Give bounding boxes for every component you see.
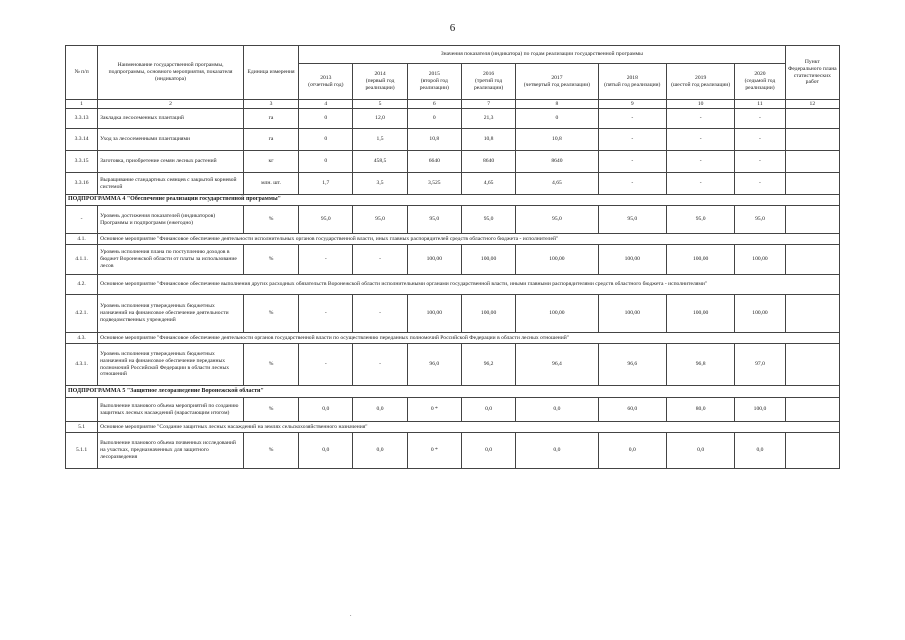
indicator-value: 100,00 [735, 245, 785, 275]
indicator-value: 8640 [516, 151, 598, 173]
indicator-value: 100,00 [598, 295, 666, 333]
stat-point-cell [785, 109, 839, 129]
stat-point-cell [785, 245, 839, 275]
indicator-value: 0,0 [598, 433, 666, 469]
stat-point-cell [785, 398, 839, 422]
indicator-value: 0,0 [299, 433, 353, 469]
column-index: 8 [516, 100, 598, 109]
header-stat-point: Пункт Федерального плана статистических работ [785, 46, 839, 100]
indicator-value: 1,5 [353, 129, 407, 151]
row-num: 4.3.1. [66, 344, 98, 386]
column-index: 7 [461, 100, 515, 109]
header-year-sub: (отчетный год) [308, 81, 344, 88]
row-num: 4.1.1. [66, 245, 98, 275]
indicator-unit: % [243, 206, 298, 234]
indicator-unit: кг [243, 151, 298, 173]
header-year-2014 [353, 64, 407, 100]
stat-point-cell [785, 151, 839, 173]
header-year-sub: (шестой год реализации) [671, 81, 731, 88]
stat-point-cell [785, 295, 839, 333]
indicator-value: - [299, 245, 353, 275]
header-year-2013 [299, 64, 353, 100]
subprogram-row [66, 195, 840, 206]
indicator-value: 95,0 [735, 206, 785, 234]
indicator-value: - [735, 129, 785, 151]
subprogram-row [66, 386, 840, 398]
indicator-value: 100,00 [735, 295, 785, 333]
header-year-label: 2018 [626, 74, 638, 81]
indicator-value: 8640 [461, 151, 515, 173]
header-year-sub: (седьмой год реализации) [744, 78, 776, 91]
indicator-value: 0,0 [353, 398, 407, 422]
indicator-value: 0 [299, 151, 353, 173]
row-num: 3.3.16 [66, 173, 98, 195]
indicator-value: 6640 [407, 151, 461, 173]
indicator-value: - [735, 151, 785, 173]
header-year-label: 2017 [551, 74, 563, 81]
indicator-value: 95,0 [516, 206, 598, 234]
indicator-value: - [353, 295, 407, 333]
indicator-value: 0 [516, 109, 598, 129]
header-year-label: 2020 [754, 71, 766, 78]
column-index: 6 [407, 100, 461, 109]
header-year-2015 [407, 64, 461, 100]
header-unit: Единица измерения [243, 46, 298, 100]
indicator-value: 96,4 [516, 344, 598, 386]
indicator-value: 0,0 [666, 433, 734, 469]
indicator-value: - [666, 173, 734, 195]
indicator-value: 458,5 [353, 151, 407, 173]
indicator-value: 4,65 [461, 173, 515, 195]
header-year-2017 [516, 64, 598, 100]
indicator-value: 100,00 [407, 295, 461, 333]
indicator-value: 100,00 [666, 245, 734, 275]
indicator-value: 10,8 [461, 129, 515, 151]
row-num: 3.3.13 [66, 109, 98, 129]
stat-point-cell [785, 173, 839, 195]
column-index: 1 [66, 100, 98, 109]
indicator-value: 96,2 [461, 344, 515, 386]
indicator-row [66, 151, 840, 173]
column-index: 3 [243, 100, 298, 109]
header-year-2016 [461, 64, 515, 100]
indicator-unit: % [243, 295, 298, 333]
header-year-sub: (первый год реализации) [365, 78, 395, 91]
indicator-name: Закладка лесосеменных плантаций [98, 109, 244, 129]
indicator-value: 4,65 [516, 173, 598, 195]
indicator-value: 1,7 [299, 173, 353, 195]
row-num: 3.3.14 [66, 129, 98, 151]
indicator-row [66, 344, 840, 386]
page-mark: . [350, 612, 352, 618]
header-year-sub: (третий год реализации) [473, 78, 504, 91]
main-event-title: Основное мероприятие "Финансовое обеспечение деятельности органов государственной власти по осуществлению переданных полномочий Российской Федерации в области лесных отношений" [98, 333, 840, 344]
indicator-value: - [666, 129, 734, 151]
stat-point-cell [785, 433, 839, 469]
indicator-value: 0,0 [516, 433, 598, 469]
header-values-group: Значения показателя (индикатора) по годам реализации государственной программы [299, 46, 785, 64]
header-year-label: 2016 [482, 71, 495, 78]
indicator-row [66, 206, 840, 234]
header-year-sub: (четвертый год реализации) [523, 81, 591, 88]
indicator-row [66, 245, 840, 275]
indicator-value: 95,0 [461, 206, 515, 234]
stat-point-cell [785, 206, 839, 234]
column-index: 10 [666, 100, 734, 109]
indicator-value: 100,00 [461, 245, 515, 275]
main-event-row [66, 333, 840, 344]
indicator-row [66, 129, 840, 151]
indicators-table [65, 45, 840, 469]
indicator-value: 100,00 [666, 295, 734, 333]
indicator-value: 0,0 [735, 433, 785, 469]
indicator-value: 100,00 [407, 245, 461, 275]
indicator-value: - [735, 173, 785, 195]
column-index: 11 [735, 100, 785, 109]
indicator-value: 10,8 [407, 129, 461, 151]
stat-point-cell [785, 344, 839, 386]
indicator-row [66, 398, 840, 422]
main-event-row [66, 422, 840, 433]
indicator-value: 0 [407, 109, 461, 129]
indicator-value: 95,0 [598, 206, 666, 234]
indicator-name: Уровень исполнения плана по поступлению доходов в бюджет Воронежской области от платы за использование лесов [98, 245, 244, 275]
main-event-title: Основное мероприятие "Финансовое обеспечение выполнения других расходных обязательств Воронежской области исполнительными органами государственной власти, иными главными распорядителями средств областного бюджета - исполнителями" [98, 275, 840, 295]
indicator-value: 100,00 [516, 295, 598, 333]
indicator-value: - [735, 109, 785, 129]
indicator-value: 0 * [407, 398, 461, 422]
indicator-value: 95,0 [407, 206, 461, 234]
indicator-value: 0,0 [516, 398, 598, 422]
indicator-value: 0,0 [353, 433, 407, 469]
row-num: 5.1 [66, 422, 98, 433]
header-num: № п/п [66, 46, 98, 100]
row-num: - [66, 206, 98, 234]
indicator-value: 0 [299, 129, 353, 151]
indicator-unit: га [243, 109, 298, 129]
indicator-value: 60,0 [598, 398, 666, 422]
indicator-value: 100,00 [516, 245, 598, 275]
column-index: 2 [98, 100, 244, 109]
indicator-value: 10,8 [516, 129, 598, 151]
header-year-2020 [735, 64, 785, 100]
header-year-label: 2013 [320, 74, 332, 81]
indicator-name: Уход за лесосеменными плантациями [98, 129, 244, 151]
indicator-value: 96,6 [598, 344, 666, 386]
indicator-name: Выполнение планового объема почвенных исследований на участках, предназначенных для защитного лесоразведения [98, 433, 244, 469]
indicator-value: - [353, 245, 407, 275]
row-num: 4.3. [66, 333, 98, 344]
indicator-name: Уровень исполнения утвержденных бюджетных назначений на финансовое обеспечение деятельности подведомственных учреждений [98, 295, 244, 333]
indicator-value: 0 [299, 109, 353, 129]
indicator-value: 100,0 [735, 398, 785, 422]
indicator-value: 95,0 [666, 206, 734, 234]
header-year-label: 2019 [695, 74, 707, 81]
indicator-value: 3,5 [353, 173, 407, 195]
indicator-value: 0,0 [461, 398, 515, 422]
row-num: 3.3.15 [66, 151, 98, 173]
column-index: 9 [598, 100, 666, 109]
indicator-value: - [598, 109, 666, 129]
indicator-value: 12,0 [353, 109, 407, 129]
header-year-label: 2015 [428, 71, 440, 78]
indicator-value: 100,00 [461, 295, 515, 333]
column-index: 4 [299, 100, 353, 109]
indicator-value: - [353, 344, 407, 386]
indicator-name: Уровень достижения показателей (индикаторов) Программы и подпрограмм (ежегодно) [98, 206, 244, 234]
indicator-unit: % [243, 433, 298, 469]
indicator-unit: % [243, 344, 298, 386]
indicator-value: 97,0 [735, 344, 785, 386]
indicator-name: Заготовка, приобретение семян лесных растений [98, 151, 244, 173]
indicator-value: - [666, 109, 734, 129]
indicator-value: - [598, 173, 666, 195]
indicator-name: Выращивание стандартных сеянцев с закрытой корневой системой [98, 173, 244, 195]
indicator-name: Выполнение планового объема мероприятий по созданию защитных лесных насаждений (нарастающим итогом) [98, 398, 244, 422]
indicator-row [66, 109, 840, 129]
indicator-row [66, 173, 840, 195]
header-year-sub: (пятый год реализации) [604, 81, 661, 88]
indicator-row [66, 295, 840, 333]
main-event-title: Основное мероприятие "Финансовое обеспечение деятельности исполнительных органов государственной власти, иных главных распорядителей средств областного бюджета - исполнителей" [98, 234, 840, 245]
indicator-unit: % [243, 398, 298, 422]
header-year-label: 2014 [374, 71, 386, 78]
column-index: 12 [785, 100, 839, 109]
header-year-2019 [666, 64, 734, 100]
row-num [66, 398, 98, 422]
indicator-value: - [598, 129, 666, 151]
indicator-value: 3,525 [407, 173, 461, 195]
row-num: 4.2.1. [66, 295, 98, 333]
indicator-value: 96,8 [666, 344, 734, 386]
main-event-title: Основное мероприятие "Создание защитных лесных насаждений на землях сельскохозяйственного назначения" [98, 422, 840, 433]
indicator-value: 95,0 [299, 206, 353, 234]
header-name: Наименование государственной программы, подпрограммы, основного мероприятия, показателя (индикатора) [98, 46, 244, 100]
indicator-value: 96,0 [407, 344, 461, 386]
row-num: 4.1. [66, 234, 98, 245]
indicator-value: - [299, 344, 353, 386]
indicator-row [66, 433, 840, 469]
indicator-value: 0,0 [461, 433, 515, 469]
header-year-sub: (второй год реализации) [419, 78, 449, 91]
subprogram-title: ПОДПРОГРАММА 5 "Защитное лесоразведение Воронежской области" [66, 386, 840, 398]
indicator-value: - [299, 295, 353, 333]
indicator-value: 80,0 [666, 398, 734, 422]
indicator-value: - [598, 151, 666, 173]
indicator-value: 0,0 [299, 398, 353, 422]
column-index: 5 [353, 100, 407, 109]
indicator-value: 95,0 [353, 206, 407, 234]
page-number: 6 [449, 22, 456, 34]
main-event-row [66, 275, 840, 295]
row-num: 5.1.1 [66, 433, 98, 469]
subprogram-title: ПОДПРОГРАММА 4 "Обеспечение реализации государственной программы" [66, 195, 840, 206]
indicator-unit: % [243, 245, 298, 275]
indicator-value: - [666, 151, 734, 173]
indicator-name: Уровень исполнения утвержденных бюджетных назначений на финансовое обеспечение переданных полномочий Российской Федерации в области лесных отношений [98, 344, 244, 386]
stat-point-cell [785, 129, 839, 151]
main-event-row [66, 234, 840, 245]
indicator-value: 0 * [407, 433, 461, 469]
indicator-value: 21,3 [461, 109, 515, 129]
indicator-unit: га [243, 129, 298, 151]
indicator-value: 100,00 [598, 245, 666, 275]
indicator-unit: млн. шт. [243, 173, 298, 195]
header-year-2018 [598, 64, 666, 100]
row-num: 4.2. [66, 275, 98, 295]
